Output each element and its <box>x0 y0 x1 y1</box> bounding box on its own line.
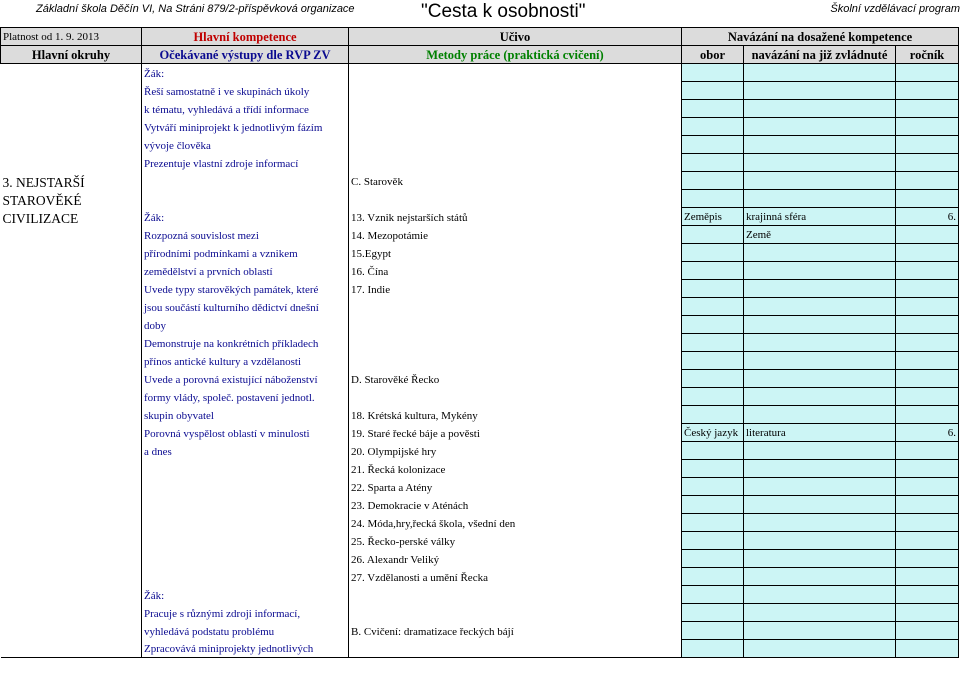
main-area-cell <box>1 370 142 388</box>
subject-matter-cell <box>349 136 682 154</box>
competence-cell: vývoje člověka <box>142 136 349 154</box>
competence-cell: zemědělství a prvních oblastí <box>142 262 349 280</box>
subject-matter-cell: 22. Sparta a Atény <box>349 478 682 496</box>
main-area-cell <box>1 262 142 280</box>
link-cell <box>744 604 896 622</box>
table-row <box>1 298 959 316</box>
competence-cell: Porovná vyspělost oblastí v minulosti <box>142 424 349 442</box>
main-area-cell <box>1 244 142 262</box>
grade-cell <box>896 118 959 136</box>
grade-cell <box>896 136 959 154</box>
main-area-cell <box>1 460 142 478</box>
main-area-cell <box>1 334 142 352</box>
subject-matter-cell <box>349 352 682 370</box>
competence-cell: Rozpozná souvislost mezi <box>142 226 349 244</box>
grade-cell: 6. <box>896 208 959 226</box>
header-field: obor <box>682 46 744 64</box>
grade-cell <box>896 82 959 100</box>
main-area-cell <box>1 568 142 586</box>
field-cell <box>682 136 744 154</box>
subject-matter-cell: 16. Čína <box>349 262 682 280</box>
school-name: Základní škola Děčín VI, Na Stráni 879/2-příspěvková organizace <box>36 3 355 15</box>
grade-cell <box>896 406 959 424</box>
grade-cell <box>896 298 959 316</box>
header-methods: Metody práce (praktická cvičení) <box>349 46 682 64</box>
grade-cell <box>896 532 959 550</box>
subject-matter-cell <box>349 298 682 316</box>
main-area-cell <box>1 586 142 604</box>
table-row <box>1 100 959 118</box>
link-cell <box>744 154 896 172</box>
field-cell <box>682 226 744 244</box>
field-cell <box>682 460 744 478</box>
link-cell <box>744 100 896 118</box>
field-cell <box>682 640 744 658</box>
main-area-cell <box>1 118 142 136</box>
table-row <box>1 226 959 244</box>
field-cell <box>682 280 744 298</box>
grade-cell <box>896 604 959 622</box>
competence-cell: Zpracovává miniprojekty jednotlivých <box>142 640 349 658</box>
curriculum-table <box>0 27 959 658</box>
link-cell <box>744 334 896 352</box>
main-area-cell: STAROVĚKÉ <box>1 190 142 208</box>
field-cell <box>682 334 744 352</box>
link-cell <box>744 640 896 658</box>
grade-cell <box>896 100 959 118</box>
grade-cell <box>896 460 959 478</box>
link-cell: krajinná sféra <box>744 208 896 226</box>
field-cell <box>682 118 744 136</box>
page-header <box>0 0 960 27</box>
header-link-to: navázání na již zvládnuté <box>744 46 896 64</box>
field-cell <box>682 550 744 568</box>
subject-matter-cell: 25. Řecko-perské války <box>349 532 682 550</box>
main-area-cell <box>1 100 142 118</box>
table-row <box>1 244 959 262</box>
competence-cell <box>142 460 349 478</box>
competence-cell: Pracuje s různými zdroji informací, <box>142 604 349 622</box>
main-area-cell: 3. NEJSTARŠÍ <box>1 172 142 190</box>
header-expected-outputs: Očekávané výstupy dle RVP ZV <box>142 46 349 64</box>
table-row <box>1 352 959 370</box>
field-cell <box>682 442 744 460</box>
subject-matter-cell: 21. Řecká kolonizace <box>349 460 682 478</box>
subject-matter-cell: D. Starověké Řecko <box>349 370 682 388</box>
link-cell <box>744 280 896 298</box>
link-cell <box>744 442 896 460</box>
main-area-cell <box>1 442 142 460</box>
grade-cell <box>896 514 959 532</box>
grade-cell <box>896 226 959 244</box>
main-area-cell <box>1 622 142 640</box>
competence-cell: Prezentuje vlastní zdroje informací <box>142 154 349 172</box>
main-area-cell <box>1 388 142 406</box>
main-area-cell <box>1 496 142 514</box>
grade-cell <box>896 64 959 82</box>
field-cell: Český jazyk <box>682 424 744 442</box>
grade-cell <box>896 154 959 172</box>
subject-matter-cell: 17. Indie <box>349 280 682 298</box>
competence-cell: Žák: <box>142 208 349 226</box>
subject-matter-cell <box>349 316 682 334</box>
subject-matter-cell: 14. Mezopotámie <box>349 226 682 244</box>
competence-cell: a dnes <box>142 442 349 460</box>
field-cell <box>682 316 744 334</box>
field-cell <box>682 64 744 82</box>
competence-cell: Žák: <box>142 586 349 604</box>
program-name: Školní vzdělávací program <box>830 3 960 15</box>
main-area-cell <box>1 82 142 100</box>
header-main-areas: Hlavní okruhy <box>1 46 142 64</box>
main-area-cell <box>1 154 142 172</box>
table-row <box>1 154 959 172</box>
link-cell <box>744 388 896 406</box>
main-area-cell <box>1 604 142 622</box>
table-row <box>1 514 959 532</box>
link-cell <box>744 532 896 550</box>
subject-matter-cell: 27. Vzdělanosti a umění Řecka <box>349 568 682 586</box>
grade-cell <box>896 442 959 460</box>
grade-cell: 6. <box>896 424 959 442</box>
subject-matter-cell: 13. Vznik nejstarších států <box>349 208 682 226</box>
link-cell <box>744 586 896 604</box>
main-area-cell <box>1 298 142 316</box>
table-row <box>1 406 959 424</box>
table-row <box>1 64 959 82</box>
grade-cell <box>896 280 959 298</box>
competence-cell: jsou součástí kulturního dědictví dnešní <box>142 298 349 316</box>
subject-matter-cell <box>349 82 682 100</box>
link-cell <box>744 514 896 532</box>
competence-cell: vyhledává podstatu problému <box>142 622 349 640</box>
grade-cell <box>896 388 959 406</box>
table-row <box>1 136 959 154</box>
grade-cell <box>896 352 959 370</box>
link-cell <box>744 370 896 388</box>
link-cell <box>744 352 896 370</box>
main-area-cell <box>1 406 142 424</box>
field-cell <box>682 298 744 316</box>
grade-cell <box>896 334 959 352</box>
table-row <box>1 460 959 478</box>
grade-cell <box>896 478 959 496</box>
subject-matter-cell: 19. Staré řecké báje a pověsti <box>349 424 682 442</box>
grade-cell <box>896 496 959 514</box>
field-cell <box>682 190 744 208</box>
field-cell <box>682 100 744 118</box>
header-key-competence: Hlavní kompetence <box>142 28 349 46</box>
competence-cell: skupin obyvatel <box>142 406 349 424</box>
competence-cell <box>142 190 349 208</box>
main-area-cell <box>1 280 142 298</box>
subject-matter-cell: 20. Olympijské hry <box>349 442 682 460</box>
link-cell <box>744 316 896 334</box>
grade-cell <box>896 262 959 280</box>
subject-matter-cell <box>349 586 682 604</box>
table-row <box>1 370 959 388</box>
competence-cell: Uvede typy starověkých památek, které <box>142 280 349 298</box>
subject-matter-cell <box>349 118 682 136</box>
field-cell <box>682 496 744 514</box>
link-cell <box>744 496 896 514</box>
header-links: Navázání na dosažené kompetence <box>682 28 959 46</box>
main-area-cell <box>1 478 142 496</box>
grade-cell <box>896 316 959 334</box>
table-row <box>1 190 959 208</box>
competence-cell <box>142 496 349 514</box>
main-area-cell <box>1 640 142 658</box>
competence-cell <box>142 532 349 550</box>
link-cell <box>744 64 896 82</box>
table-row <box>1 424 959 442</box>
competence-cell <box>142 568 349 586</box>
main-area-cell <box>1 550 142 568</box>
subject-matter-cell <box>349 604 682 622</box>
competence-cell <box>142 172 349 190</box>
main-area-cell <box>1 136 142 154</box>
field-cell <box>682 514 744 532</box>
header-subject-matter: Učivo <box>349 28 682 46</box>
table-row <box>1 208 959 226</box>
subject-matter-cell: 26. Alexandr Veliký <box>349 550 682 568</box>
field-cell <box>682 532 744 550</box>
grade-cell <box>896 370 959 388</box>
link-cell <box>744 82 896 100</box>
grade-cell <box>896 172 959 190</box>
link-cell <box>744 136 896 154</box>
subject-matter-cell <box>349 640 682 658</box>
main-area-cell <box>1 226 142 244</box>
link-cell <box>744 550 896 568</box>
field-cell <box>682 406 744 424</box>
link-cell <box>744 406 896 424</box>
field-cell <box>682 154 744 172</box>
subject-matter-cell <box>349 388 682 406</box>
document-title: "Cesta k osobnosti" <box>421 1 586 22</box>
competence-cell: Vytváří miniprojekt k jednotlivým fázím <box>142 118 349 136</box>
header-grade: ročník <box>896 46 959 64</box>
field-cell <box>682 172 744 190</box>
field-cell <box>682 370 744 388</box>
competence-cell <box>142 478 349 496</box>
table-row <box>1 640 959 658</box>
table-row <box>1 388 959 406</box>
subject-matter-cell: 24. Móda,hry,řecká škola, všední den <box>349 514 682 532</box>
field-cell <box>682 478 744 496</box>
competence-cell: přírodními podmínkami a vznikem <box>142 244 349 262</box>
competence-cell <box>142 550 349 568</box>
competence-cell: k tématu, vyhledává a třídí informace <box>142 100 349 118</box>
subject-matter-cell <box>349 190 682 208</box>
grade-cell <box>896 586 959 604</box>
main-area-cell <box>1 64 142 82</box>
table-row <box>1 478 959 496</box>
subject-matter-cell: C. Starověk <box>349 172 682 190</box>
table-row <box>1 262 959 280</box>
link-cell <box>744 568 896 586</box>
competence-cell: doby <box>142 316 349 334</box>
link-cell <box>744 478 896 496</box>
subject-matter-cell: 23. Demokracie v Aténách <box>349 496 682 514</box>
subject-matter-cell: B. Cvičení: dramatizace řeckých bájí <box>349 622 682 640</box>
field-cell <box>682 244 744 262</box>
table-row <box>1 568 959 586</box>
subject-matter-cell: 18. Krétská kultura, Mykény <box>349 406 682 424</box>
grade-cell <box>896 640 959 658</box>
link-cell <box>744 622 896 640</box>
table-row <box>1 442 959 460</box>
table-row <box>1 532 959 550</box>
competence-cell <box>142 514 349 532</box>
table-row <box>1 118 959 136</box>
main-area-cell <box>1 352 142 370</box>
main-area-cell <box>1 532 142 550</box>
grade-cell <box>896 550 959 568</box>
field-cell <box>682 82 744 100</box>
field-cell <box>682 568 744 586</box>
table-row <box>1 172 959 190</box>
validity-date: Platnost od 1. 9. 2013 <box>1 28 142 46</box>
grade-cell <box>896 190 959 208</box>
table-row <box>1 604 959 622</box>
link-cell: literatura <box>744 424 896 442</box>
subject-matter-cell: 15.Egypt <box>349 244 682 262</box>
field-cell <box>682 604 744 622</box>
link-cell <box>744 244 896 262</box>
table-row <box>1 280 959 298</box>
field-cell <box>682 622 744 640</box>
competence-cell: Uvede a porovná existující náboženství <box>142 370 349 388</box>
competence-cell: přínos antické kultury a vzdělanosti <box>142 352 349 370</box>
field-cell <box>682 586 744 604</box>
subject-matter-cell <box>349 100 682 118</box>
field-cell: Zeměpis <box>682 208 744 226</box>
competence-cell: Demonstruje na konkrétních příkladech <box>142 334 349 352</box>
link-cell <box>744 262 896 280</box>
grade-cell <box>896 244 959 262</box>
main-area-cell <box>1 424 142 442</box>
link-cell <box>744 172 896 190</box>
link-cell: Země <box>744 226 896 244</box>
table-header-row-2 <box>1 46 959 64</box>
competence-cell: Řeší samostatně i ve skupinách úkoly <box>142 82 349 100</box>
table-row <box>1 496 959 514</box>
grade-cell <box>896 568 959 586</box>
table-header-row-1 <box>1 28 959 46</box>
table-row <box>1 334 959 352</box>
field-cell <box>682 388 744 406</box>
table-row <box>1 82 959 100</box>
main-area-cell <box>1 316 142 334</box>
main-area-cell <box>1 514 142 532</box>
field-cell <box>682 262 744 280</box>
subject-matter-cell <box>349 154 682 172</box>
grade-cell <box>896 622 959 640</box>
table-row <box>1 622 959 640</box>
table-row <box>1 316 959 334</box>
competence-cell: formy vlády, společ. postavení jednotl. <box>142 388 349 406</box>
link-cell <box>744 118 896 136</box>
table-row <box>1 550 959 568</box>
link-cell <box>744 460 896 478</box>
main-area-cell: CIVILIZACE <box>1 208 142 226</box>
table-row <box>1 586 959 604</box>
field-cell <box>682 352 744 370</box>
subject-matter-cell <box>349 334 682 352</box>
subject-matter-cell <box>349 64 682 82</box>
competence-cell: Žák: <box>142 64 349 82</box>
link-cell <box>744 298 896 316</box>
link-cell <box>744 190 896 208</box>
